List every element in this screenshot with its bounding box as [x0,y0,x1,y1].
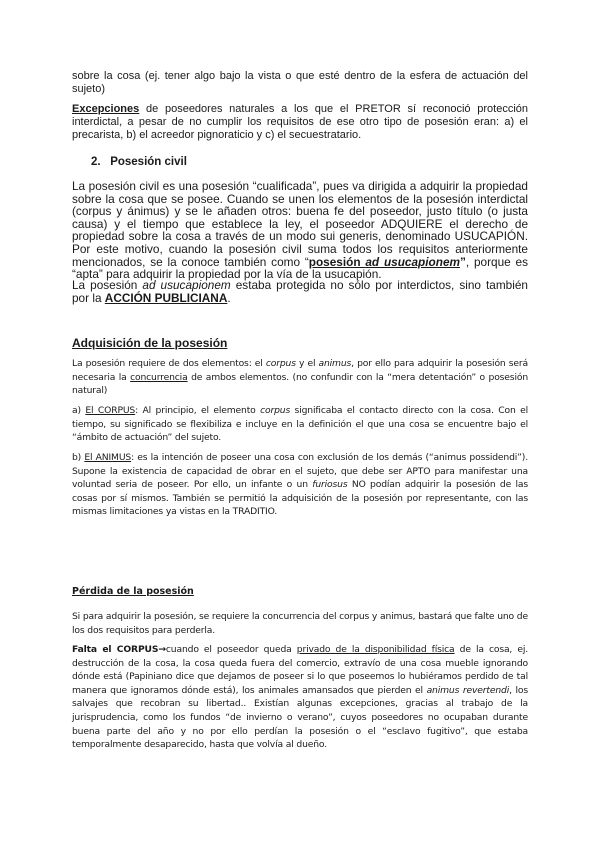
text-a: : Al principio, el elemento [135,405,261,416]
excepciones-text: de poseedores naturales a los que el PRETOR sí reconoció protección interdictal, a pesar de no cumplir los requisitos de ese otro tipo de posesión eran: a) el precarista, b) el acreedor pignoraticio y c) el secuestratario. [72,103,528,141]
corpus-label: El CORPUS [85,405,136,416]
animus-revertendi-italic: animus revertendi [426,684,510,696]
animus-label: El ANIMUS [84,452,132,463]
paragraph-perdida-intro [72,610,528,637]
list-prefix: b) [72,452,85,463]
heading-perdida [72,586,528,597]
closing-quote: ” [460,254,466,269]
heading-text: Adquisición de la posesión [72,336,228,350]
paragraph-sujeto [72,70,528,96]
section-title: Posesión civil [110,156,187,168]
paragraph-posesion-civil [72,180,528,281]
text-b: estaba protegida no sólo por interdictos, sino también por la [72,278,528,305]
animus-italic: animus [318,358,352,369]
paragraph-corpus [72,404,528,445]
paragraph-text: sobre la cosa (ej. tener algo bajo la vista o que esté dentro de la esfera de actuación del sujeto) [72,70,528,95]
term-italic: ad usucapionem [365,254,460,269]
corpus-italic: corpus [260,405,291,416]
furiosus-italic: furiosus [312,479,348,491]
section-heading-posesion-civil [91,156,547,168]
posesion-civil-text-end: , porque es “apta” para adquirir la propiedad por la vía de la usucapión. [72,254,529,282]
heading-text: Pérdida de la posesión [72,586,194,597]
falta-corpus-label: Falta el CORPUS [72,644,159,655]
text-d: de ambos elementos. (no confundir con la “mera detentación” o posesión natural) [72,371,528,397]
text-b: significaba el contacto directo con la cosa. Con el tiempo, su significado se flexibiliza e incluye en la definición el que una cosa se encuentre bajo el “ámbito de actuación” del sujeto. [72,405,529,444]
heading-adquisicion [72,336,528,350]
excepciones-heading: Excepciones [72,103,140,115]
paragraph-animus [72,451,528,519]
text-b: y el [295,358,319,369]
section-number: 2. [91,156,101,168]
text-c: , por ello para adquirir la posesión será necesaria la [72,358,528,383]
paragraph-adquisicion-intro [72,357,528,398]
term-plain: posesión [308,254,366,269]
text-a: La posesión requiere de dos elementos: el [72,358,266,369]
text-a: cuando el poseedor queda [165,644,297,655]
paragraph-falta-corpus [72,643,528,752]
accion-publiciana-term: ACCIÓN PUBLICIANA [104,291,228,305]
text-a: La posesión [72,278,143,292]
perdida-intro-text: Si para adquirir la posesión, se requiere la concurrencia del corpus y animus, bastará que falte uno de los dos requisitos para perderla. [72,611,528,636]
paragraph-excepciones [72,103,528,142]
text-end: . [227,291,231,305]
corpus-italic: corpus [265,358,296,369]
text-b: de la cosa, ej. destrucción de la cosa, la cosa queda fuera del comercio, extravío de una cosa mueble ignorando dónde está (Papiniano dice que dejamos de poseer si lo que poseemos lo hubiéramos perdido de tal manera que ignoramos dónde está), los animales amansados que pierden el [72,644,528,696]
posesion-civil-text: La posesión civil es una posesión “cualificada”, pues va dirigida a adquirir la propiedad sobre la cosa que se posee. Cuando se unen los elementos de la posesión interdictal (corpus y ánimus) y se le añaden otros: buena fe del poseedor, justo título (o justa causa) y el tiempo que establece la ley, el poseedor ADQUIERE el derecho de propiedad sobre la cosa a través de un modo sui generis, denominado USUCAPIÓN. Por este motivo, cuando la posesión civil suma todos los requisitos anteriormente mencionados, se la conoce también como “ [72,179,528,269]
list-prefix: a) [72,405,86,416]
paragraph-accion-publiciana [72,279,528,305]
text-italic: ad usucapionem [142,278,231,292]
falta-corpus-label-group [72,644,166,655]
text-c: , los salvajes que recobran su libertad.. Existían algunas excepciones, gracias al trabajo de la jurisprudencia, como los fundos “de invierno o verano”, cuyos poseedores no ocupaban durante buena parte del año y no por ello perdían la posesión o el “esclavo fugitivo”, que estaba temporalmente desaparecido, hasta que volvía al dueño. [72,684,528,751]
text-b: NO podían adquirir la posesión de las cosas por sí mismos. También se permitió la adquisición de la posesión por representante, con las mismas limitaciones ya vistas en la TRADITIO. [72,479,528,518]
privado-underlined: privado de la disponibilidad física [296,644,455,655]
concurrencia-underlined: concurrencia [130,371,188,383]
arrow-right-icon: → [158,644,166,655]
text-a: : es la intención de poseer una cosa con exclusión de los demás (“animus possidendi”). Supone la existencia de capacidad de obrar en el sujeto, que debe ser APTO para manifestar una voluntad seria de poseer. Por ello, un infante o un [72,452,528,491]
